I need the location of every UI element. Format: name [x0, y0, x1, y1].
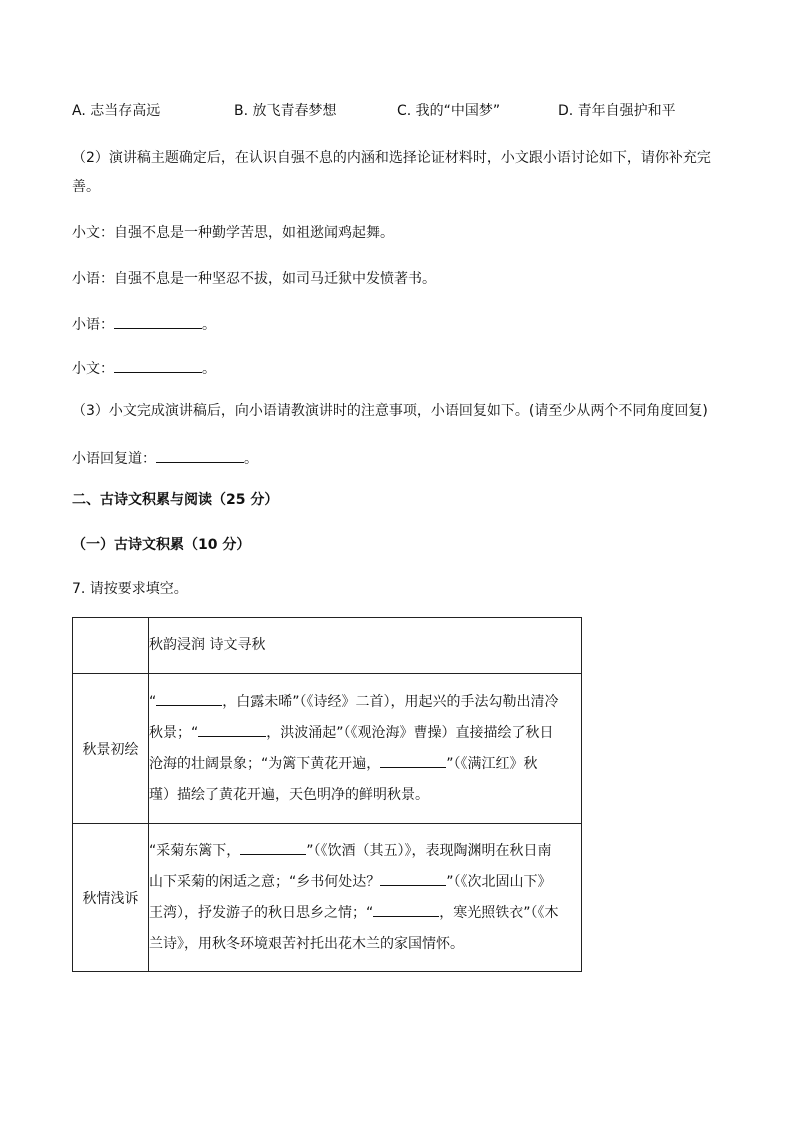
text-segment: ”（《次北固山下》 [446, 873, 552, 890]
subsection-title: （一）古诗文积累（10 分） [72, 537, 251, 553]
table-corner-cell [73, 618, 149, 674]
text-segment: 秋景；“ [149, 724, 199, 741]
q3-reply-line [72, 447, 258, 470]
period: 。 [244, 451, 258, 467]
text-segment: 沧海的壮阔景象；“为篱下黄花开遍， [149, 755, 381, 772]
q2-prompt-line2: 善。 [72, 179, 100, 195]
xiaowen-label: 小文： [72, 361, 114, 377]
option-c: C. 我的“中国梦” [397, 103, 501, 119]
row-content-autumn-feeling [149, 824, 582, 972]
fill-blank-3[interactable] [380, 752, 446, 768]
fill-blank-1[interactable] [156, 690, 222, 706]
table-row-header [73, 618, 582, 674]
fill-blank-5[interactable] [380, 870, 446, 886]
reply-label: 小语回复道： [72, 451, 156, 467]
text-segment: ”（《饮酒（其五）》，表现陶渊明在秋日南 [306, 842, 552, 859]
text-segment: 瑾）描绘了黄花开遍，天色明净的鲜明秋景。 [149, 786, 429, 803]
option-d: D. 青年自强护和平 [558, 103, 676, 119]
table-row [73, 824, 582, 972]
text-segment: 山下采菊的闲适之意；“乡书何处达？ [149, 873, 381, 890]
period: 。 [202, 361, 216, 377]
answer-blank-reply[interactable] [156, 447, 244, 463]
poetry-table [72, 617, 582, 972]
text-segment: “采菊东篱下， [149, 842, 241, 859]
answer-options [72, 100, 712, 124]
period: 。 [202, 317, 216, 333]
table-header-cell: 秋韵浸润 诗文寻秋 [149, 618, 582, 674]
table-row [73, 674, 582, 824]
xiaowen-answer-line [72, 357, 216, 380]
text-segment: ”（《满江红》秋 [446, 755, 538, 772]
row-label-autumn-scene: 秋景初绘 [73, 674, 149, 824]
q2-prompt-line1: （2）演讲稿主题确定后，在认识自强不息的内涵和选择论证材料时，小文跟小语讨论如下，请你补充完 [72, 150, 711, 166]
text-segment: ，洪波涌起”（《观沧海》曹操）直接描绘了秋日 [266, 724, 554, 741]
answer-blank-xiaowen[interactable] [114, 357, 202, 373]
xiaoyu-statement-1: 小语：自强不息是一种坚忍不拔，如司马迁狱中发愤著书。 [72, 271, 436, 287]
fill-blank-2[interactable] [198, 721, 266, 737]
fill-blank-4[interactable] [240, 839, 306, 855]
option-b: B. 放飞青春梦想 [234, 103, 337, 119]
text-segment: 兰诗》，用秋冬环境艰苦衬托出花木兰的家国情怀。 [149, 935, 464, 952]
row-content-autumn-scene [149, 674, 582, 824]
xiaowen-statement-1: 小文：自强不息是一种勤学苦思，如祖逖闻鸡起舞。 [72, 225, 394, 241]
text-segment: 王湾），抒发游子的秋日思乡之情；“ [149, 904, 374, 921]
text-segment: ，寒光照铁衣”（《木 [439, 904, 559, 921]
q3-prompt: （3）小文完成演讲稿后，向小语请教演讲时的注意事项，小语回复如下。(请至少从两个不同角度回复) [72, 403, 708, 419]
option-a: A. 志当存高远 [72, 103, 161, 119]
answer-blank-xiaoyu[interactable] [114, 313, 202, 329]
xiaoyu-answer-line [72, 313, 216, 336]
text-segment: ，白露未晞”（《诗经》二首），用起兴的手法勾勒出清冷 [222, 693, 559, 710]
text-segment: “ [149, 693, 157, 710]
fill-blank-6[interactable] [373, 901, 439, 917]
xiaoyu-label: 小语： [72, 317, 114, 333]
section-2-title: 二、古诗文积累与阅读（25 分） [72, 492, 279, 508]
row-label-autumn-feeling: 秋情浅诉 [73, 824, 149, 972]
question-7: 7. 请按要求填空。 [72, 581, 188, 597]
